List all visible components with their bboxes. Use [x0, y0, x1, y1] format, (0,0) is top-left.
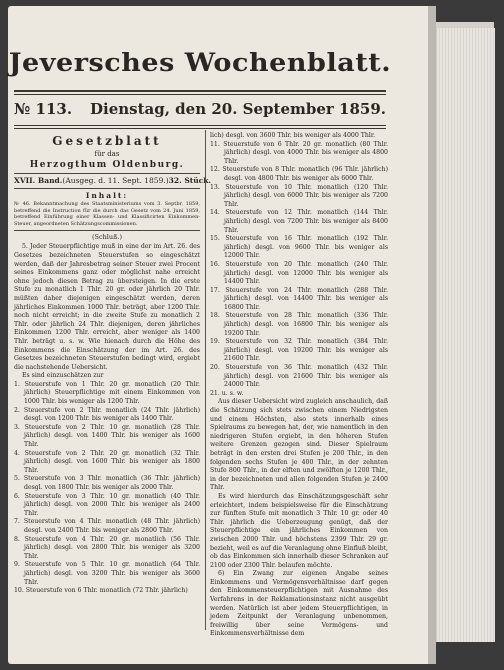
body-paragraph: 5. Jeder Steuerpflichtige muß in eine der im Art. 26. des Gesetzes bezeichneten Steuerstufen so eingeschätzt werden, daß der Jahresbetrag seiner Steuer zwei Procent seines Einkommens ganz oder möglichst nahe erreicht ohne jedoch diesen Betrag zu übersteigen. In die erste Stufe zu monatlich 1 Thlr. 20 gr. oder jährlich 20 Thlr. müßten daher diejenigen eingeschätzt werden, deren jährliches Einkommen 1000 Thlr. beträgt, aber 1200 Thlr. noch nicht erreicht; in die zweite Stufe zu monatlich 2 Thlr. oder jährlich 24 Thlr. diejenigen, deren jährliches Einkommen 1200 Thlr. erreicht, aber weniger als 1400 Thlr. beträgt u. s. w. Wie hienach durch die Höhe des Einkommens die Einschätzung der im Art. 26. des Gesetzes bezeichneten Steuerstufen bedingt wird, ergiebt die nachstehende Uebersicht. [14, 243, 200, 371]
masthead-rule [14, 90, 386, 92]
stufe-item: 3. Steuerstufe von 2 Thlr. 10 gr. monatlich (28 Thlr. jährlich) desgl. von 1400 Thlr. bis weniger als 1600 Thlr. [14, 423, 200, 449]
stufe-item: 10. Steuerstufe von 6 Thlr. monatlich (72 Thlr. jährlich) [14, 587, 188, 595]
band-mid: (Ausgeg. d. 11. Sept. 1859.) [62, 176, 169, 185]
gesetzblatt-sub: für das [94, 150, 120, 158]
body-paragraph: 6) Ein Zwang zur eigenen Angabe seines Einkommens und Vermögensverhältnisse darf gegen den Einkommensteuerpflichtigen mit Ausnahme des Verfahrens in der Reklamationsinstanz nicht ausgeübt werden. Natürlich ist aber jedem Steuerpflichtigen, in jedem Zeitpunkt der Veranlagung unbenommen, freiwillig über seine Vermögens- und Einkommensverhältnisse dem [210, 570, 388, 638]
inhalt-body: № 46. Bekanntmachung des Staatsministeriums vom 3. Septbr. 1859, betreffend die Instruction für die durch das Gesetz vom 24. Juni 1859, betreffend Einführung einer Klassen- und Klassificirten Einkommen-Steuer, angeordneten Schätzungscommissionen. [14, 201, 200, 227]
stufe-item: 13. Steuerstufe von 10 Thlr. monatlich (120 Thlr. jährlich) desgl. von 6000 Thlr. bis weniger als 7200 Thlr. [210, 183, 388, 208]
stufe-item: 8. Steuerstufe von 4 Thlr. 20 gr. monatlich (56 Thlr. jährlich) desgl. von 2800 Thlr. bis weniger als 3200 Thlr. [14, 535, 200, 560]
stufe-item: 5. Steuerstufe von 3 Thlr. monatlich (36 Thlr. jährlich) desgl. von 1800 Thlr. bis weniger als 2000 Thlr. [14, 475, 200, 491]
stufe-item: lich) desgl. von 3600 Thlr. bis weniger als 4000 Thlr. [210, 132, 376, 139]
stufe-item: 21. u. s. w. [210, 389, 244, 397]
body-paragraph: Es wird hierdurch das Einschätzungsgeschäft sehr erleichtert, indem beispielsweise für die Einschätzung zur fünften Stufe mit monatlich 3 Thlr. 10 gr. oder 40 Thlr. jährlich die Ueberzeugung genügt, daß der Steuerpflichtige ein jährliches Einkommen von zwischen 2000 Thlr. und höchstens 2399 Thlr. 29 gr. bezieht, weil es auf die Veranlagung ohne Einfluß bleibt, ob das Einkommen sich innerhalb dieser Schranken auf 2100 oder 2300 Thlr. belaufen möchte. [210, 492, 388, 569]
right-column [210, 132, 388, 639]
divider [14, 173, 200, 174]
stufe-item: 17. Steuerstufe von 24 Thlr. monatlich (288 Thlr. jährlich) desgl. von 14400 Thlr. bis weniger als 16800 Thlr. [210, 286, 388, 311]
band-left: XVII. Band. [14, 176, 63, 185]
issue-rule-thin [14, 128, 386, 129]
stufe-item: 2. Steuerstufe von 2 Thlr. monatlich (24 Thlr. jährlich) desgl. von 1200 Thlr. bis weniger als 1400 Thlr. [14, 406, 200, 423]
gesetzblatt-duchy: Herzogthum Oldenburg. [29, 160, 185, 170]
page-stack-edge [436, 28, 495, 642]
schluss-label: (Schluß.) [91, 233, 123, 242]
issue-rule [14, 125, 386, 126]
stufe-item: 20. Steuerstufe von 36 Thlr. monatlich (432 Thlr. jährlich) desgl. von 21600 Thlr. bis weniger als 24000 Thlr. [210, 364, 388, 389]
stufe-item: 14. Steuerstufe von 12 Thlr. monatlich (144 Thlr. jährlich) desgl. von 7200 Thlr. bis weniger als 8400 Thlr. [210, 209, 388, 234]
stufe-item: 7. Steuerstufe von 4 Thlr. monatlich (48 Thlr. jährlich) desgl. von 2400 Thlr. bis weniger als 2800 Thlr. [14, 518, 200, 534]
left-column [14, 134, 212, 596]
stufen-list-left [14, 381, 200, 596]
page-gutter [428, 6, 436, 664]
stufe-item: 6. Steuerstufe von 3 Thlr. 10 gr. monatlich (40 Thlr. jährlich) desgl. von 2000 Thlr. bis weniger als 2400 Thlr. [14, 492, 200, 517]
issue-line [14, 100, 386, 118]
body-paragraph: Es sind einzuschätzen zur [22, 372, 104, 380]
stufe-item: 4. Steuerstufe von 2 Thlr. 20 gr. monatlich (32 Thlr. jährlich) desgl. von 1600 Thlr. bis weniger als 1800 Thlr. [14, 449, 200, 474]
masthead-title: Jeversches Wochenblatt. [8, 48, 392, 77]
stufen-list-right [210, 132, 388, 398]
stufe-item: 12. Steuerstufe von 8 Thlr. monatlich (96 Thlr. jährlich) desgl. von 4800 Thlr. bis weniger als 6000 Thlr. [210, 166, 388, 182]
masthead-rule-thin [14, 94, 386, 95]
stufe-item: 1. Steuerstufe von 1 Thlr. 20 gr. monatlich (20 Thlr. jährlich) Steuerpflichtige mit einem Einkommen von 1000 Thlr. bis weniger als 1200 Thlr. [14, 380, 200, 406]
stufe-item: 15. Steuerstufe von 16 Thlr. monatlich (192 Thlr. jährlich) desgl. von 9600 Thlr. bis weniger als 12000 Thlr. [210, 235, 388, 260]
stufe-item: 16. Steuerstufe von 20 Thlr. monatlich (240 Thlr. jährlich) desgl. von 12000 Thlr. bis weniger als 14400 Thlr. [210, 260, 388, 286]
divider [14, 230, 200, 231]
body-paragraph: Aus dieser Uebersicht wird zugleich anschaulich, daß die Schätzung sich stets zwischen einem Niedrigsten und einem Höchsten, also stets innerhalb eines Spielraums zu bewegen hat, der, wie namentlich in den niedrigeren Stufen ergiebt, in den höheren Stufen weitere Grenzen gezogen sind. Dieser Spielraum beträgt in den ersten drei Stufen je 200 Thlr., in den folgenden sechs Stufen je 400 Thlr., in der zehnten Stufe 800 Thlr., in der elften und zwölften je 1200 Thlr., in der bezeichneten und allen folgenden Stufen je 2400 Thlr. [210, 398, 388, 492]
column-rule [205, 130, 206, 630]
gesetzblatt-title: Gesetzblatt [52, 134, 162, 148]
stufe-item: 9. Steuerstufe von 5 Thlr. 10 gr. monatlich (64 Thlr. jährlich) desgl. von 3200 Thlr. bis weniger als 3600 Thlr. [14, 561, 200, 586]
band-right: 32. Stück. [168, 176, 212, 185]
band-line [14, 175, 212, 187]
stufe-item: 18. Steuerstufe von 28 Thlr. monatlich (336 Thlr. jährlich) desgl. von 16800 Thlr. bis weniger als 19200 Thlr. [210, 312, 388, 337]
divider [14, 188, 200, 189]
inhalt-title: Inhalt: [85, 191, 129, 200]
issue-number: № 113. [14, 100, 73, 118]
stufe-item: 19. Steuerstufe von 32 Thlr. monatlich (384 Thlr. jährlich) desgl. von 19200 Thlr. bis weniger als 21600 Thlr. [210, 338, 388, 363]
issue-date: Dienstag, den 20. September 1859. [90, 100, 386, 118]
stufe-item: 11. Steuerstufe von 6 Thlr. 20 gr. monatlich (80 Thlr. jährlich) desgl. von 4000 Thlr. bis weniger als 4800 Thlr. [210, 140, 388, 165]
